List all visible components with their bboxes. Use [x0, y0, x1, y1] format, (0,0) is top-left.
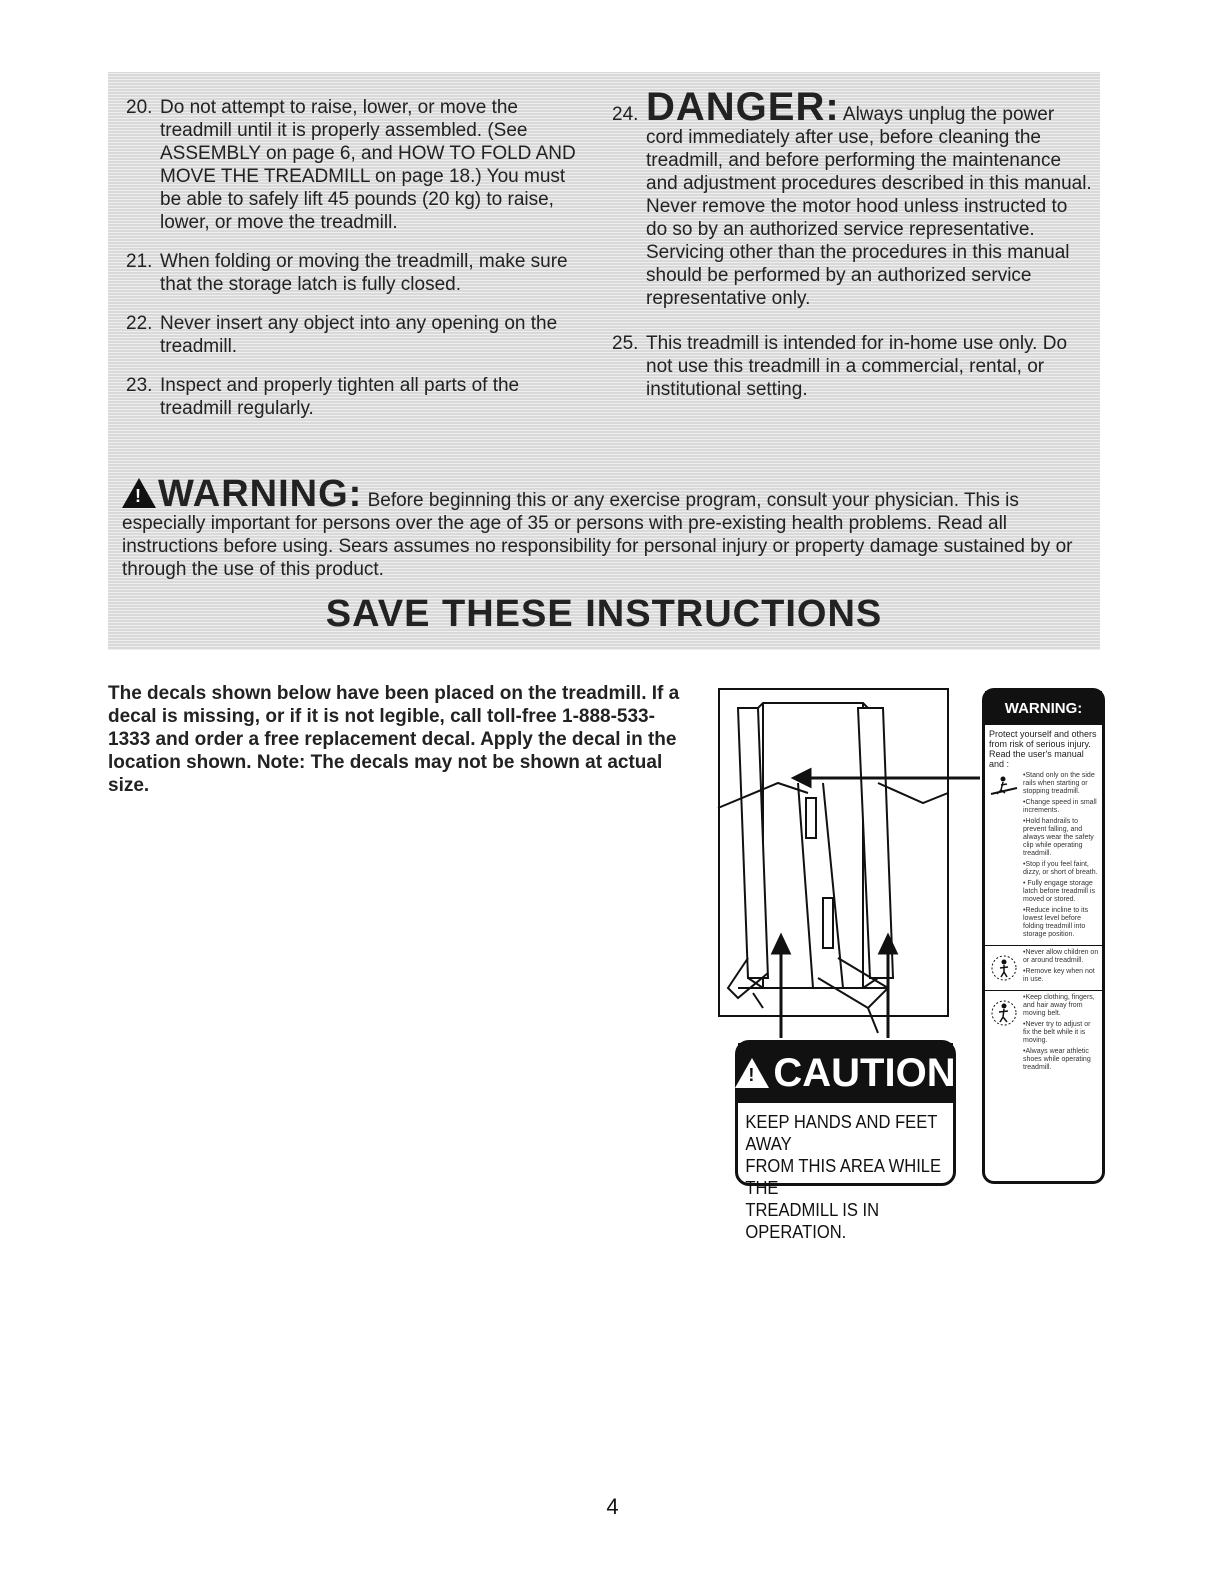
- caution-triangle-icon: [735, 1058, 769, 1088]
- warning-triangle-icon: [122, 478, 156, 508]
- danger-text: Always unplug the power cord immediately after use, before cleaning the treadmill, and before performing the maintenance and adjustment procedures described in this manual. Never remove the motor hood unless instructed to do so by an authorized service representative. Servicing other than the procedures in this manual should be performed by an authorized service representative only.: [646, 104, 1092, 309]
- safety-item-25-text: This treadmill is intended for in-home use only. Do not use this treadmill in a commercial, rental, or institutional setting.: [646, 333, 1068, 400]
- caution-decal-header: ! CAUTION: [738, 1043, 953, 1103]
- safety-item-21-text: When folding or moving the treadmill, make sure that the storage latch is fully closed.: [160, 251, 568, 295]
- caution-decal-text: KEEP HANDS AND FEET AWAY FROM THIS AREA WHILE THE TREADMILL IS IN OPERATION.: [745, 1112, 942, 1242]
- warning-decal-intro: Protect yourself and others from risk of serious injury. Read the user's manual and :: [989, 729, 1097, 769]
- save-instructions-heading: SAVE THESE INSTRUCTIONS: [325, 593, 883, 635]
- safety-column-right: [612, 85, 1092, 417]
- warning-decal-divider: [985, 990, 1102, 991]
- warning-decal-section-3: •Keep clothing, fingers, and hair away from moving belt. •Never try to adjust or fix the belt while it is moving. •Always wear athletic shoes while operating treadmill.: [985, 994, 1102, 1072]
- safety-column-left: [126, 96, 586, 436]
- moving-belt-hazard-icon: [989, 998, 1019, 1028]
- warning-decal-header: WARNING:: [985, 691, 1102, 725]
- safety-item-20: 20. Do not attempt to raise, lower, or move the treadmill until it is properly assembled. (See ASSEMBLY on page 6, and HOW TO FOLD AND MOVE THE TREADMILL on page 18.) You must be able to safely lift 45 pounds (20 kg) to raise, lower, or move the treadmill.: [126, 97, 576, 233]
- treadmill-user-icon: [989, 776, 1019, 798]
- warning-decal-divider: [985, 945, 1102, 946]
- safety-item-22-text: Never insert any object into any opening on the treadmill.: [160, 313, 558, 357]
- general-warning: !WARNING: Before beginning this or any exercise program, consult your physician. This is especially important for persons over the age of 35 or persons with pre-existing health problems. Read all instructions before using. Sears assumes no responsibility for personal injury or property damage sustained by or through the use of this product.: [122, 478, 1090, 581]
- warning-decal-section-1: •Stand only on the side rails when starting or stopping treadmill. •Change speed in small increments. •Hold handrails to prevent falling, and always wear the safety clip while operating treadmill. •Stop if you feel faint, dizzy, or short of breath. • Fully engage storage latch before treadmill is moved or stored. •Reduce incline to its lowest level before folding treadmill into storage position.: [985, 772, 1102, 939]
- child-prohibited-icon: [989, 953, 1019, 983]
- warning-heading: WARNING: [158, 473, 349, 515]
- safety-item-21: 21. When folding or moving the treadmill, make sure that the storage latch is fully closed.: [126, 251, 568, 295]
- caution-decal: [735, 1040, 956, 1242]
- warning-decal: [982, 688, 1105, 1184]
- page-number: 4: [606, 1494, 619, 1519]
- safety-item-23-text: Inspect and properly tighten all parts of the treadmill regularly.: [160, 375, 520, 419]
- warning-decal-section-2: •Never allow children on or around treadmill. •Remove key when not in use.: [985, 949, 1102, 984]
- safety-item-22: 22. Never insert any object into any opening on the treadmill.: [126, 313, 558, 357]
- safety-item-20-text: Do not attempt to raise, lower, or move the treadmill until it is properly assembled. (See ASSEMBLY on page 6, and HOW TO FOLD AND MOVE THE TREADMILL on page 18.) You must be able to safely lift 45 pounds (20 kg) to raise, lower, or move the treadmill.: [160, 97, 576, 233]
- safety-item-24: 24. DANGER: Always unplug the power cord immediately after use, before cleaning the treadmill, and before performing the maintenance and adjustment procedures described in this manual. Never remove the motor hood unless instructed to do so by an authorized service representative. Servicing other than the procedures in this manual should be performed by an authorized service representative only.: [612, 85, 1092, 309]
- decals-intro-text: The decals shown below have been placed on the treadmill. If a decal is missing, or if it is not legible, call toll-free 1-888-533-1333 and order a free replacement decal. Apply the decal in the location shown. Note: The decals may not be shown at actual size.: [108, 683, 680, 796]
- safety-item-23: 23. Inspect and properly tighten all parts of the treadmill regularly.: [126, 375, 520, 419]
- warning-text: Before beginning this or any exercise program, consult your physician. This is especially important for persons over the age of 35 or persons with pre-existing health problems. Read all instructions before using. Sears assumes no responsibility for personal injury or property damage sustained by or through the use of this product.: [122, 490, 1073, 580]
- danger-heading: DANGER: [646, 85, 826, 129]
- safety-item-25: 25. This treadmill is intended for in-home use only. Do not use this treadmill in a commercial, rental, or institutional setting.: [612, 333, 1068, 400]
